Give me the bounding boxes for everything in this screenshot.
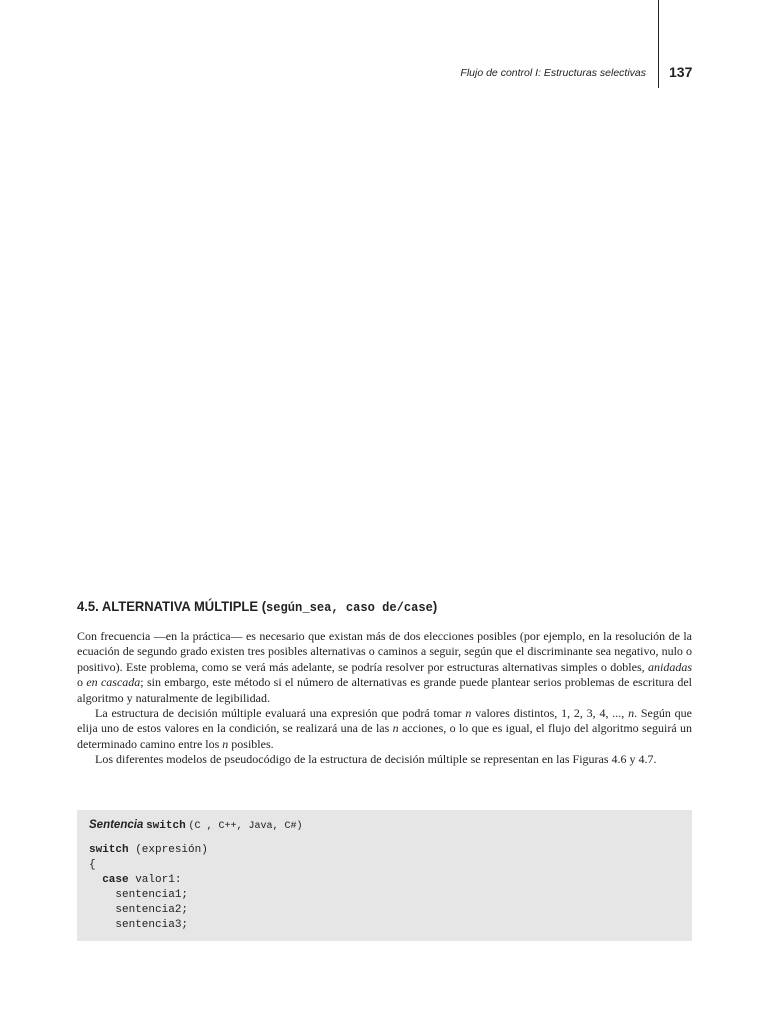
paragraph-1 [77, 629, 692, 706]
code-title-keyword: switch [146, 820, 186, 832]
header-divider-line [658, 0, 659, 88]
code-listing-body [89, 843, 208, 933]
paragraph-2-n-2: n [628, 706, 635, 721]
paragraph-1-emphasis-anidadas: anidadas [647, 659, 692, 674]
running-head-title: Flujo de control I: Estructuras selectivas [460, 67, 646, 79]
paragraph-2-n-4: n [222, 736, 229, 751]
paragraph-1-text-b: o [77, 675, 87, 690]
code-line-3-rest: valor1: [128, 874, 182, 886]
code-line-6: sentencia3; [89, 919, 189, 931]
code-listing-box [77, 810, 692, 941]
body-text [77, 629, 692, 768]
paragraph-2 [77, 706, 692, 752]
code-line-5: sentencia2; [89, 904, 189, 916]
code-line-1 [89, 843, 208, 858]
code-line-1-rest: (expresión) [128, 844, 208, 856]
code-line-3 [89, 873, 208, 888]
paragraph-2-text-d: acciones, o lo que es igual, el flujo del algoritmo seguirá un determinado camino entre los [77, 721, 692, 751]
paragraph-2-text-e: posibles. [228, 736, 274, 751]
paragraph-2-n-3: n [392, 721, 399, 736]
section-heading-keywords: según_sea, caso de/case [266, 600, 433, 615]
code-keyword-switch: switch [89, 844, 129, 856]
paragraph-2-text-b: valores distintos, 1, 2, 3, 4, ..., [471, 706, 629, 721]
section-heading-suffix: ) [432, 598, 438, 614]
code-listing-title [89, 819, 302, 832]
code-title-label: Sentencia [89, 819, 144, 831]
paragraph-2-n-1: n [465, 706, 472, 721]
paragraph-1-emphasis-cascada: en cascada [86, 675, 141, 690]
code-line-4: sentencia1; [89, 889, 189, 901]
code-line-2: { [89, 859, 96, 871]
paragraph-1-text-c: ; sin embargo, este método si el número de alternativas es grande puede plantear serios problemas de escritura del algoritmo y naturalmente de legibilidad. [77, 675, 692, 705]
paragraph-2-text-a: La estructura de decisión múltiple evaluará una expresión que podrá tomar [95, 706, 466, 721]
paragraph-3: Los diferentes modelos de pseudocódigo de la estructura de decisión múltiple se representan en las Figuras 4.6 y 4.7. [95, 752, 657, 767]
paragraph-1-text-a: Con frecuencia —en la práctica— es necesario que existan más de dos elecciones posibles (por ejemplo, en la resolución de la ecuación de segundo grado existen tres posibles alternativas o caminos a seguir, según que el discriminante sea negativo, nulo o positivo). Este problema, como se verá más adelante, se podría resolver por estructuras alternativas simples o dobles, [77, 629, 692, 674]
section-heading-prefix: 4.5. ALTERNATIVA MÚLTIPLE ( [77, 598, 267, 614]
page-number: 137 [669, 64, 693, 80]
paragraph-2-text-c: . Según que elija uno de estos valores en la condición, se realizará una de las [77, 706, 693, 736]
code-keyword-case: case [89, 874, 129, 886]
code-title-languages: (C , C++, Java, C#) [188, 821, 303, 832]
section-heading [77, 598, 437, 615]
